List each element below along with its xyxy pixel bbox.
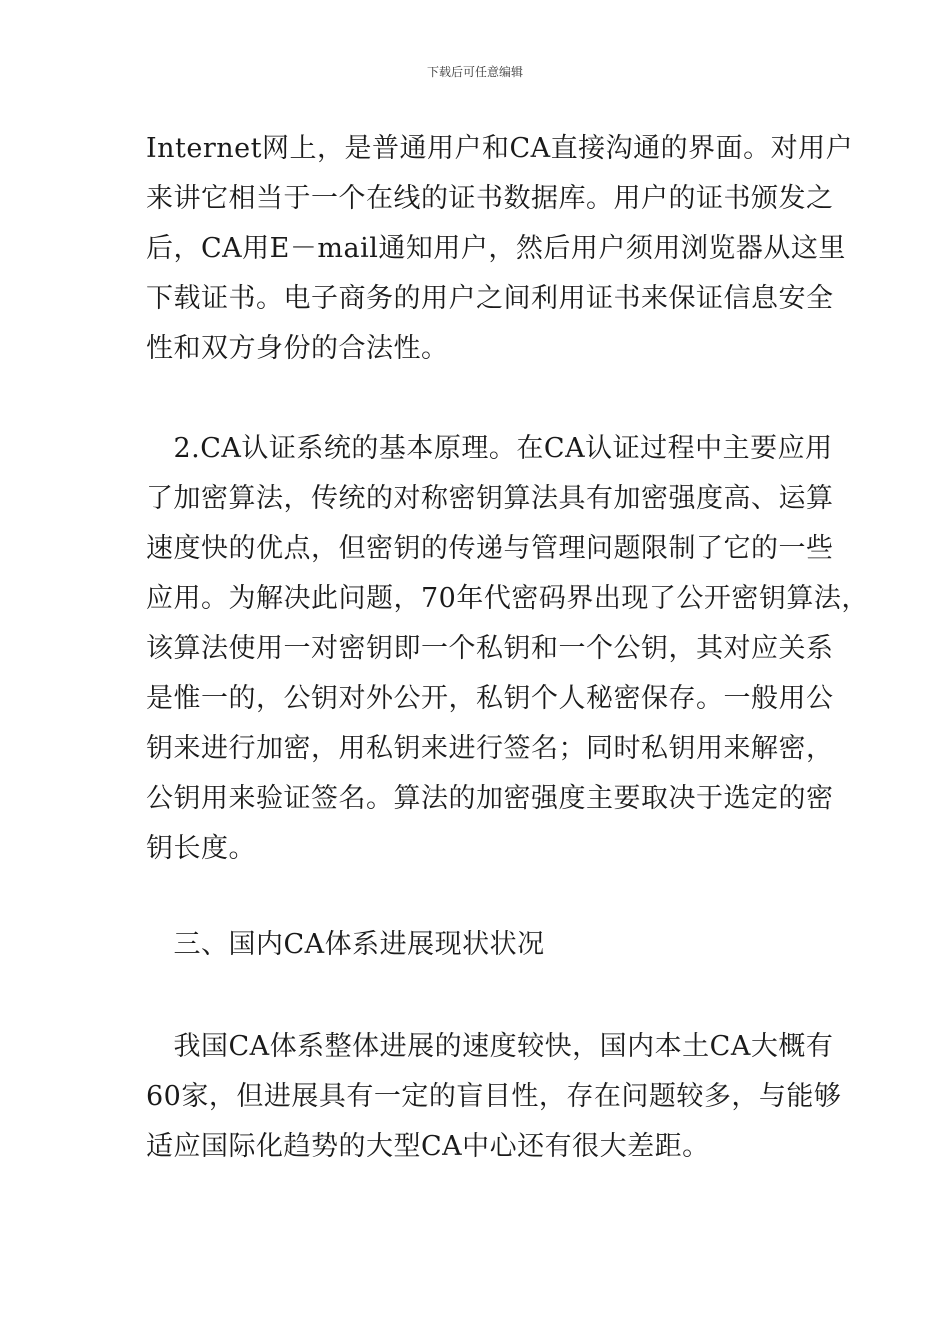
- paragraph-1-line-4: 下载证书。电子商务的用户之间利用证书来保证信息安全: [146, 283, 834, 314]
- paragraph-2-line-9: 钥长度。: [146, 833, 256, 864]
- paragraph-3-line-3: 适应国际化趋势的大型CA中心还有很大差距。: [146, 1131, 710, 1162]
- section-heading: 三、国内CA体系进展现状状况: [146, 929, 545, 960]
- paragraph-1-line-1: Internet网上，是普通用户和CA直接沟通的界面。对用户: [146, 133, 854, 164]
- paragraph-2-line-4: 应用。为解决此问题，70年代密码界出现了公开密钥算法，: [146, 583, 869, 614]
- paragraph-2-line-2: 了加密算法，传统的对称密钥算法具有加密强度高、运算: [146, 483, 834, 514]
- paragraph-3-line-2: 60家，但进展具有一定的盲目性，存在问题较多，与能够: [146, 1081, 842, 1112]
- paragraph-3-line-1: 我国CA体系整体进展的速度较快，国内本土CA大概有: [146, 1031, 834, 1062]
- paragraph-2-line-1: 2.CA认证系统的基本原理。在CA认证过程中主要应用: [146, 433, 833, 464]
- paragraph-1-line-3: 后，CA用E－mail通知用户，然后用户须用浏览器从这里: [146, 233, 846, 264]
- paragraph-2-line-8: 公钥用来验证签名。算法的加密强度主要取决于选定的密: [146, 783, 834, 814]
- paragraph-2-line-7: 钥来进行加密，用私钥来进行签名；同时私钥用来解密，: [146, 733, 834, 764]
- paragraph-1-line-5: 性和双方身份的合法性。: [146, 333, 449, 364]
- paragraph-2-line-3: 速度快的优点，但密钥的传递与管理问题限制了它的一些: [146, 533, 834, 564]
- paragraph-2-line-6: 是惟一的，公钥对外公开，私钥个人秘密保存。一般用公: [146, 683, 834, 714]
- page-header: 下载后可任意编辑: [426, 65, 523, 79]
- paragraph-1-line-2: 来讲它相当于一个在线的证书数据库。用户的证书颁发之: [146, 183, 834, 214]
- paragraph-2-line-5: 该算法使用一对密钥即一个私钥和一个公钥，其对应关系: [146, 633, 834, 664]
